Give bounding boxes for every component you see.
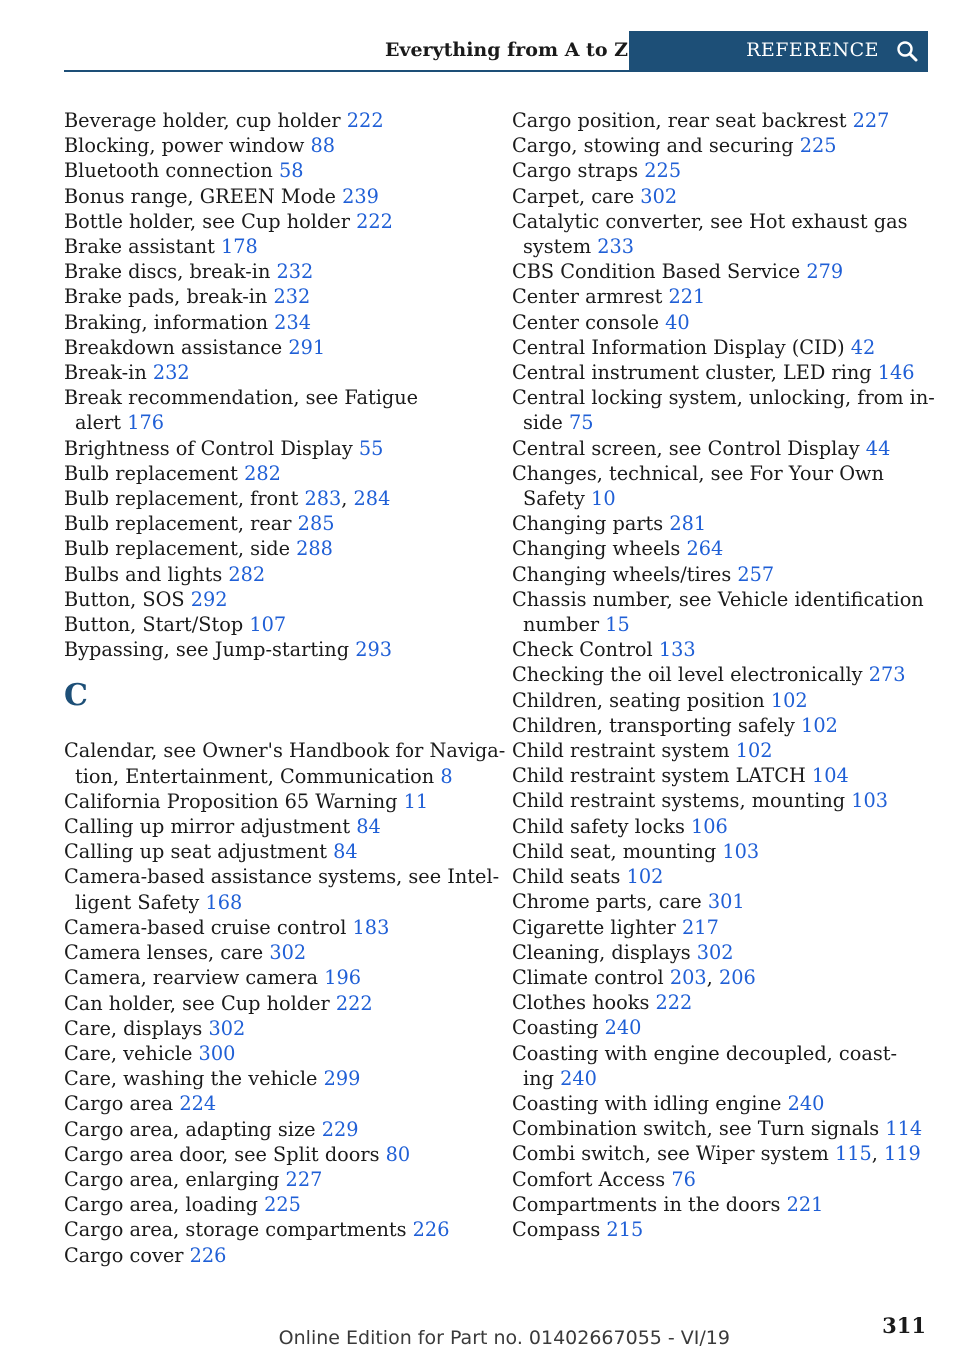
- index-entry-term: Bulb replacement, side: [64, 537, 290, 561]
- index-entry-term: number: [523, 613, 600, 637]
- index-entry-term: Central instrument cluster, LED ring: [512, 361, 872, 385]
- index-entry: [512, 259, 922, 284]
- index-entry: [64, 814, 484, 839]
- page-link[interactable]: 217: [682, 915, 719, 939]
- index-entry-term: Cargo area, loading: [64, 1193, 258, 1217]
- index-entry: [512, 1091, 922, 1116]
- page-link[interactable]: 106: [690, 814, 728, 838]
- index-entry-term: ligent Safety: [75, 890, 200, 914]
- index-entry: [64, 1066, 484, 1091]
- index-entry: [64, 1243, 484, 1268]
- index-entry: [512, 738, 922, 763]
- index-entry-term: Comfort Access: [512, 1167, 666, 1191]
- page-link[interactable]: 226: [412, 1218, 450, 1242]
- index-entry: [64, 511, 484, 536]
- page-link[interactable]: 103: [851, 789, 889, 813]
- page-link[interactable]: 88: [310, 134, 336, 158]
- index-entry: [64, 1091, 484, 1116]
- index-entry: [512, 814, 922, 839]
- index-entry: [64, 864, 500, 914]
- page-link[interactable]: 299: [323, 1067, 361, 1091]
- index-entry: [64, 536, 484, 561]
- page-link[interactable]: 103: [722, 839, 760, 863]
- index-entry-term: California Proposition 65 Warning: [64, 789, 398, 813]
- index-entry: [512, 839, 922, 864]
- index-entry: [512, 889, 922, 914]
- index-entry-term: Button, SOS: [64, 587, 185, 611]
- header-rule: [64, 70, 928, 72]
- index-entry: [512, 284, 922, 309]
- index-entry-term: Center console: [512, 310, 659, 334]
- page-link[interactable]: 240: [560, 1066, 597, 1090]
- index-entry-term: Brake assistant: [64, 235, 215, 259]
- index-entry: [64, 562, 484, 587]
- page-link[interactable]: 114: [885, 1117, 923, 1141]
- page-header: [64, 31, 928, 72]
- index-entry: [512, 108, 922, 133]
- index-entry-term: Bottle holder, see Cup holder: [64, 209, 350, 233]
- index-entry-term: Cleaning, displays: [512, 940, 691, 964]
- index-entry-term: Coasting with engine decoupled, coast-: [512, 1041, 897, 1065]
- index-entry-term: Child seats: [512, 865, 621, 889]
- index-entry-term: Combination switch, see Turn signals: [512, 1117, 880, 1141]
- page-link[interactable]: 222: [655, 991, 693, 1015]
- index-entry: [64, 940, 484, 965]
- page-link[interactable]: 225: [264, 1193, 301, 1217]
- index-entry: [512, 713, 922, 738]
- index-entry: [64, 1142, 484, 1167]
- index-entry: [64, 234, 484, 259]
- index-entry-term: Carpet, care: [512, 184, 635, 208]
- reference-tab[interactable]: [629, 31, 928, 72]
- index-entry-term: Changing wheels/tires: [512, 562, 732, 586]
- index-entry-term: Check Control: [512, 638, 653, 662]
- index-entry-term: Coasting with idling engine: [512, 1091, 782, 1115]
- index-entry-term: alert: [75, 411, 122, 435]
- index-entry-term: Cargo area, enlarging: [64, 1167, 280, 1191]
- index-entry-term: Cargo area, storage compartments: [64, 1218, 407, 1242]
- page-link[interactable]: 102: [770, 688, 808, 712]
- page-link[interactable]: 302: [208, 1016, 246, 1040]
- page-link[interactable]: 55: [358, 436, 384, 460]
- index-entry-term: Clothes hooks: [512, 991, 650, 1015]
- page-link[interactable]: 227: [852, 109, 890, 132]
- index-entry: [64, 209, 484, 234]
- page-link[interactable]: 300: [198, 1041, 236, 1065]
- page-link[interactable]: 75: [568, 411, 594, 435]
- index-entry-term: Cargo straps: [512, 159, 639, 183]
- index-entry-term: side: [523, 411, 563, 435]
- index-entry-term: Cargo position, rear seat backrest: [512, 109, 847, 132]
- index-entry-term: Bulb replacement, front: [64, 487, 299, 511]
- page-link[interactable]: 168: [205, 890, 243, 914]
- page-link[interactable]: 288: [296, 537, 333, 561]
- page-link[interactable]: 44: [865, 436, 891, 460]
- page-link[interactable]: 102: [626, 865, 664, 889]
- index-entry: [512, 1015, 922, 1040]
- index-entry: [512, 637, 922, 662]
- index-entry: [512, 133, 922, 158]
- index-entry-term: Child seat, mounting: [512, 839, 717, 863]
- reference-tab-label: REFERENCE: [746, 39, 879, 61]
- index-entry-term: Children, transporting safely: [512, 713, 795, 737]
- index-entry: [512, 940, 922, 965]
- page-link[interactable]: 257: [737, 562, 775, 586]
- index-entry-term: Climate control: [512, 965, 664, 989]
- page-link[interactable]: 104: [811, 764, 849, 788]
- page-link[interactable]: 80: [385, 1142, 411, 1166]
- page-link[interactable]: 206: [718, 965, 756, 989]
- index-entry-term: Coasting: [512, 1016, 599, 1040]
- page-link[interactable]: 232: [276, 260, 314, 284]
- index-column-right: [512, 108, 935, 1242]
- index-entry: [512, 436, 922, 461]
- page-link[interactable]: 42: [850, 335, 876, 359]
- page-link[interactable]: 221: [786, 1192, 824, 1216]
- index-entry-term: Chassis number, see Vehicle identification: [512, 587, 924, 611]
- index-entry: [512, 788, 922, 813]
- index-entry-term: Calling up seat adjustment: [64, 840, 327, 864]
- index-entry-term: Cargo area, adapting size: [64, 1117, 316, 1141]
- index-entry: [512, 536, 922, 561]
- index-entry-term: Changes, technical, see For Your Own: [512, 461, 884, 485]
- page-link[interactable]: 115: [834, 1142, 872, 1166]
- index-entry: [64, 385, 484, 435]
- index-entry: [64, 133, 484, 158]
- index-entry: [64, 839, 484, 864]
- index-entry-term: Care, washing the vehicle: [64, 1067, 318, 1091]
- index-entry: [64, 461, 484, 486]
- index-entry-term: Cargo, stowing and securing: [512, 134, 794, 158]
- index-entry-term: Safety: [523, 487, 585, 511]
- index-entry-term: Brake discs, break-in: [64, 260, 271, 284]
- page-link[interactable]: 40: [665, 310, 690, 334]
- index-entry-term: Bulb replacement: [64, 461, 238, 485]
- index-entry-term: Cargo area: [64, 1092, 174, 1116]
- index-entry: [512, 310, 922, 335]
- page-link[interactable]: 273: [868, 663, 906, 687]
- index-entry: [512, 562, 922, 587]
- page-link[interactable]: 232: [152, 361, 190, 385]
- index-entry-term: Calling up mirror adjustment: [64, 815, 351, 839]
- index-entry-term: Camera, rearview camera: [64, 966, 319, 990]
- index-entry: [512, 1167, 922, 1192]
- index-entry-term: Central Information Display (CID): [512, 335, 845, 359]
- index-entry-term: Bulb replacement, rear: [64, 512, 292, 536]
- page-link[interactable]: 285: [297, 512, 335, 536]
- index-entry-term: Breakdown assistance: [64, 335, 283, 359]
- page-link[interactable]: 178: [221, 235, 258, 259]
- page-link[interactable]: 281: [669, 512, 707, 536]
- page-link[interactable]: 107: [249, 613, 287, 637]
- page-link[interactable]: 224: [179, 1092, 217, 1116]
- index-entry: [512, 335, 922, 360]
- page-link[interactable]: 146: [877, 361, 915, 385]
- index-entry: [64, 789, 484, 814]
- page-link[interactable]: 11: [403, 789, 429, 813]
- page-link[interactable]: 102: [735, 739, 773, 763]
- page-link[interactable]: 203: [669, 965, 707, 989]
- index-entry-term: Break recommendation, see Fatigue: [64, 386, 419, 410]
- page-link[interactable]: 215: [606, 1217, 644, 1241]
- page-link[interactable]: 240: [604, 1016, 642, 1040]
- index-entry: [512, 1041, 922, 1091]
- index-entry-term: Child restraint system: [512, 739, 730, 763]
- page-link[interactable]: 222: [356, 209, 393, 233]
- page-link[interactable]: 58: [278, 159, 304, 183]
- index-entry: Bulb replacement, front 283, 284: [64, 487, 391, 511]
- index-entry: [64, 436, 484, 461]
- page-link[interactable]: 302: [696, 940, 734, 964]
- page-link[interactable]: 229: [321, 1117, 359, 1141]
- page-link[interactable]: 119: [884, 1142, 921, 1166]
- page-link[interactable]: 264: [686, 537, 724, 561]
- page-link[interactable]: 232: [273, 285, 311, 309]
- page-link[interactable]: 282: [228, 562, 266, 586]
- index-entry-term: Center armrest: [512, 285, 663, 309]
- page-link[interactable]: 301: [707, 890, 745, 914]
- index-entry-term: Chrome parts, care: [512, 890, 702, 914]
- index-entry-term: Child safety locks: [512, 814, 685, 838]
- section-title: Everything from A to Z: [384, 39, 628, 61]
- index-entry-term: ing: [523, 1066, 554, 1090]
- index-entry: [512, 158, 922, 183]
- page-link[interactable]: 293: [355, 638, 392, 662]
- index-entry-term: Calendar, see Owner's Handbook for Naviga-: [64, 739, 506, 763]
- page-link[interactable]: 227: [285, 1167, 323, 1191]
- index-entry-term: Checking the oil level electronically: [512, 663, 863, 687]
- index-entry-term: Changing parts: [512, 512, 664, 536]
- index-entry: [64, 284, 484, 309]
- index-entry-term: Combi switch, see Wiper system: [512, 1142, 829, 1166]
- index-entry: [512, 461, 922, 511]
- index-entry: [64, 1167, 484, 1192]
- index-entry: [512, 990, 922, 1015]
- page-link[interactable]: 292: [190, 587, 228, 611]
- index-entry: [512, 915, 922, 940]
- index-entry-term: Cargo cover: [64, 1243, 184, 1267]
- page-link[interactable]: 226: [189, 1243, 227, 1267]
- index-entry: [64, 587, 484, 612]
- index-entry-term: Care, displays: [64, 1016, 203, 1040]
- index-entry-term: Braking, information: [64, 310, 269, 334]
- index-entry-term: tion, Entertainment, Communication: [75, 764, 435, 788]
- index-entry-term: Bypassing, see Jump-starting: [64, 638, 350, 662]
- index-entry: [64, 612, 484, 637]
- index-entry: [512, 209, 922, 259]
- index-entry: [512, 864, 922, 889]
- index-entry: Climate control 203, 206: [512, 965, 756, 989]
- page-link[interactable]: 221: [668, 285, 706, 309]
- index-entry: [64, 637, 484, 662]
- index-entry: [512, 385, 935, 435]
- page-link[interactable]: 283: [304, 487, 342, 511]
- index-entry: [512, 1116, 922, 1141]
- index-entry: [64, 915, 484, 940]
- index-column-left: [64, 108, 506, 1268]
- page-link[interactable]: 84: [333, 840, 358, 864]
- index-entry: [64, 1192, 484, 1217]
- index-entry: [64, 1117, 484, 1142]
- index-entry: [512, 763, 922, 788]
- page-link[interactable]: 76: [671, 1167, 696, 1191]
- index-entry: Combi switch, see Wiper system 115, 119: [512, 1142, 921, 1166]
- index-entry-term: Central screen, see Control Display: [512, 436, 860, 460]
- index-entry: [64, 738, 506, 788]
- page-link[interactable]: 225: [644, 159, 682, 183]
- index-entry-term: Brightness of Control Display: [64, 436, 353, 460]
- index-entry-term: Compartments in the doors: [512, 1192, 781, 1216]
- page-link[interactable]: 133: [658, 638, 696, 662]
- index-entry: [512, 1217, 922, 1242]
- index-entry: [512, 587, 922, 637]
- index-entry-term: Catalytic converter, see Hot exhaust gas: [512, 209, 908, 233]
- index-entry-term: Blocking, power window: [64, 134, 305, 158]
- index-entry: [64, 184, 484, 209]
- page-link[interactable]: 222: [346, 109, 384, 132]
- index-entry: [64, 158, 484, 183]
- page-link[interactable]: 233: [597, 235, 635, 259]
- index-entry-term: Changing wheels: [512, 537, 681, 561]
- index-entry-term: Camera-based assistance systems, see Intel-: [64, 865, 500, 889]
- index-entry: [64, 108, 484, 133]
- index-entry-term: Bonus range, GREEN Mode: [64, 184, 336, 208]
- page-link[interactable]: 8: [440, 764, 453, 788]
- index-entry-term: Beverage holder, cup holder: [64, 109, 341, 132]
- index-entry: [64, 991, 484, 1016]
- index-entry: [64, 259, 484, 284]
- index-entry: [64, 1217, 484, 1242]
- page-link[interactable]: 176: [127, 411, 164, 435]
- index-entry: [512, 1192, 922, 1217]
- page-link[interactable]: 10: [591, 487, 616, 511]
- index-letter-heading: C: [64, 678, 88, 714]
- search-icon[interactable]: [895, 39, 919, 63]
- index-entry: [512, 184, 922, 209]
- page-link[interactable]: 284: [353, 487, 391, 511]
- page-link[interactable]: 302: [269, 941, 307, 965]
- index-entry-term: Camera-based cruise control: [64, 915, 347, 939]
- page-link[interactable]: 225: [799, 134, 837, 158]
- page-link[interactable]: 279: [806, 260, 844, 284]
- index-entry-term: Brake pads, break-in: [64, 285, 268, 309]
- index-entry-term: Can holder, see Cup holder: [64, 991, 330, 1015]
- index-entry: [64, 335, 484, 360]
- index-entry-term: Central locking system, unlocking, from in-: [512, 386, 935, 410]
- index-entry: [64, 1016, 484, 1041]
- page-link[interactable]: 291: [288, 335, 326, 359]
- index-entry-term: Child restraint systems, mounting: [512, 789, 846, 813]
- index-entry-term: Break-in: [64, 361, 147, 385]
- page-link[interactable]: 282: [244, 461, 281, 485]
- page-link[interactable]: 102: [801, 713, 838, 737]
- index-entry: [512, 511, 922, 536]
- index-entry-term: Bulbs and lights: [64, 562, 223, 586]
- index-entry-term: CBS Condition Based Service: [512, 260, 801, 284]
- page-number: 311: [882, 1313, 926, 1338]
- page-link[interactable]: 302: [640, 184, 678, 208]
- index-entry: [64, 310, 484, 335]
- index-entry-term: Compass: [512, 1217, 601, 1241]
- page-link[interactable]: 196: [324, 966, 362, 990]
- footer-edition: Online Edition for Part no. 01402667055 - VI/19: [278, 1327, 730, 1349]
- index-entry-term: Bluetooth connection: [64, 159, 273, 183]
- index-entry-term: system: [523, 235, 592, 259]
- index-entry-term: Child restraint system LATCH: [512, 764, 806, 788]
- index-entry: [512, 360, 922, 385]
- index-entry: [64, 360, 484, 385]
- index-entry: [64, 965, 484, 990]
- index-entry-term: Button, Start/Stop: [64, 613, 244, 637]
- page-link[interactable]: 84: [356, 815, 381, 839]
- index-entry-term: Children, seating position: [512, 688, 765, 712]
- page-link[interactable]: 222: [335, 991, 373, 1015]
- page-link[interactable]: 234: [274, 310, 311, 334]
- index-entry-term: Care, vehicle: [64, 1041, 193, 1065]
- index-entry-term: Cigarette lighter: [512, 915, 676, 939]
- index-entry: [512, 688, 922, 713]
- index-entry-term: Camera lenses, care: [64, 941, 264, 965]
- index-entry: [512, 662, 922, 687]
- page-link[interactable]: 239: [342, 184, 379, 208]
- index-entry-term: Cargo area door, see Split doors: [64, 1142, 380, 1166]
- index-entry: [64, 1041, 484, 1066]
- page-link[interactable]: 15: [605, 613, 630, 637]
- page-link[interactable]: 240: [787, 1091, 825, 1115]
- page-link[interactable]: 183: [352, 915, 390, 939]
